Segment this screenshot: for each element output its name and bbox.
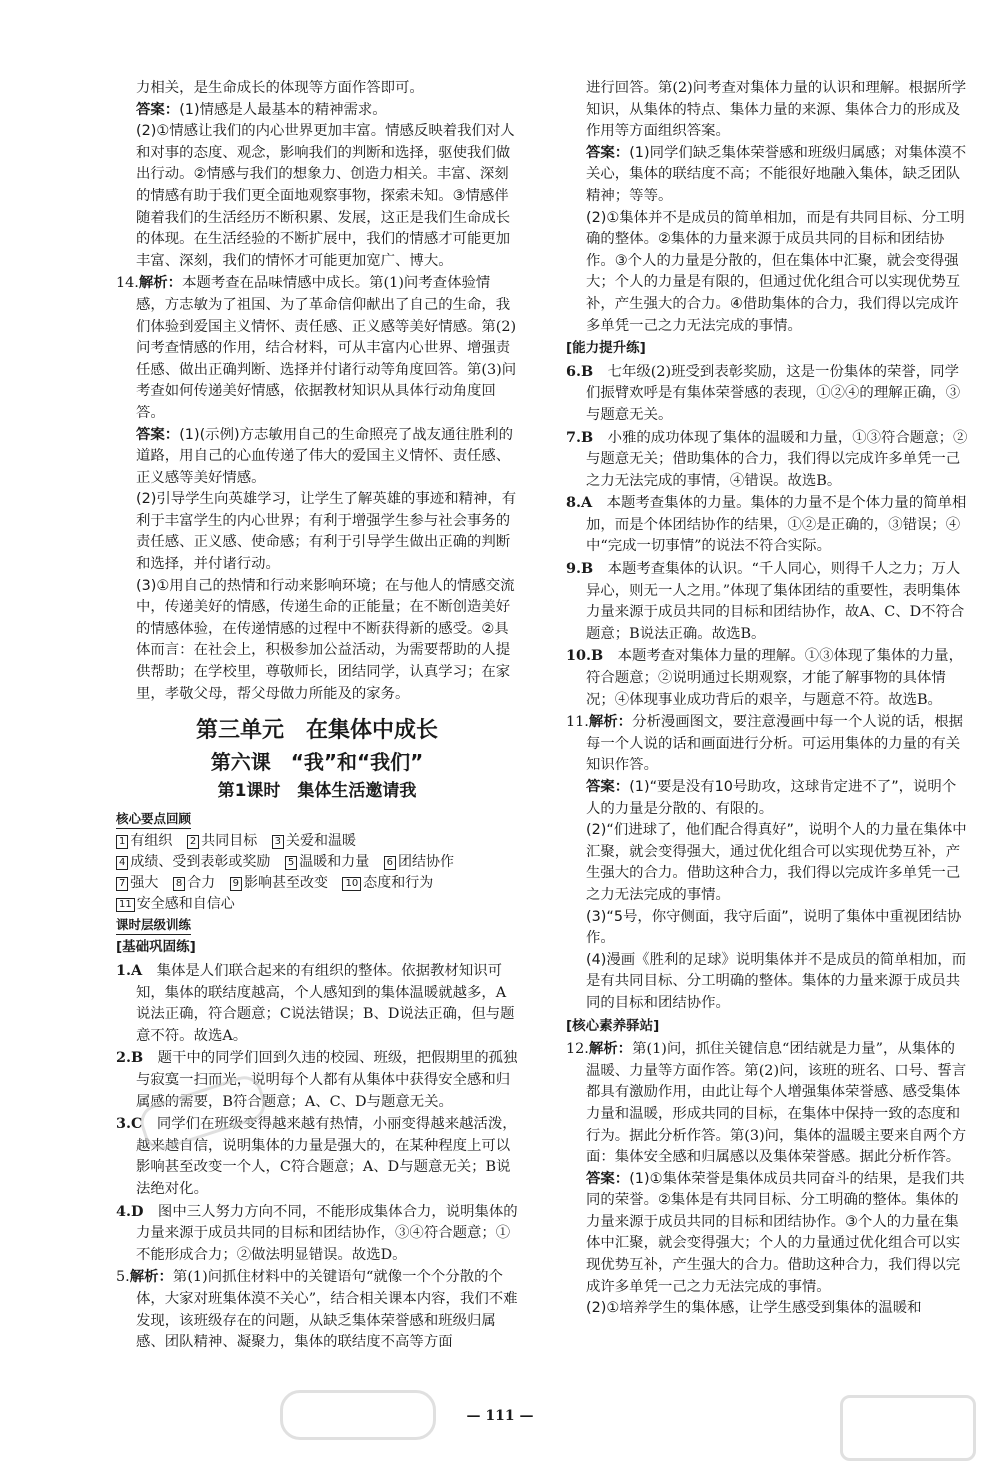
q11-answer-3: (3)“5号，你守侧面，我守后面”，说明了集体中重视团结协作。 bbox=[586, 908, 962, 947]
core-point-text: 成绩、受到表彰或奖励 bbox=[130, 853, 271, 870]
q5-answer-1: 答案：(1)同学们缺乏集体荣誉感和班级归属感；对集体漠不关心，集体的联结度不高；不能很好地融入集体，缺乏团队精神；等等。 bbox=[586, 144, 967, 204]
core-point-text: 共同目标 bbox=[201, 832, 258, 849]
core-point-item bbox=[285, 854, 369, 870]
core-point-text: 强大 bbox=[130, 874, 159, 891]
q5-explanation: 5.解析：第(1)问抓住材料中的关键语句“就像一个个分散的个体，大家对班集体漠不关心”，结合相关课本内容，我们不难发现，该班级存在的问题，从缺乏集体荣誉感和班级归属感、团队精神、凝聚力，集体的联结度不高等方面 bbox=[116, 1268, 518, 1351]
core-point-number: 10 bbox=[342, 877, 361, 891]
core-point-text: 团结协作 bbox=[398, 853, 455, 870]
unit-title: 第三单元 在集体中成长 bbox=[195, 718, 438, 744]
q14-answer-2: (2)引导学生向英雄学习，让学生了解英雄的事迹和精神，有利于丰富学生的内心世界；有利于增强学生参与社会事务的责任感、正义感、使命感；有利于引导学生做出正确的判断和选择，并付诸行动。 bbox=[136, 491, 517, 573]
core-point-text: 态度和行为 bbox=[363, 874, 434, 891]
q14-explanation: 14.解析：本题考查在品味情感中成长。第(1)问考查体验情感，方志敏为了祖国、为了革命信仰献出了自己的生命，我们体验到爱国主义情怀、责任感、正义感等美好情感。第(2)问考查情感的作用，结合材料，可从丰富内心世界、增强责任感、做出正确判断、选择并付诸行动等角度回答。第(3)问考查如何传递美好情感，依据教材知识从具体行动角度回答。 bbox=[116, 274, 517, 421]
q13-answer-2: (2)①情感让我们的内心世界更加丰富。情感反映着我们对人和对事的态度、观念，影响我们的判断和选择，驱使我们做出行动。②情感与我们的想象力、创造力相关。丰富、深刻的情感有助于我们更全面地观察事物，探索未知。③情感伴随着我们的生活经历不断积累、发展，这正是我们生命成长的体现。在生活经验的不断扩展中，我们的情感才可能更加丰富、深刻，我们的情怀才可能更加宽广、博大。 bbox=[136, 123, 515, 269]
core-point-text: 合力 bbox=[187, 874, 216, 891]
core-point-text: 有组织 bbox=[130, 832, 173, 849]
core-point-item bbox=[384, 854, 454, 870]
core-point-number: 1 bbox=[116, 835, 128, 849]
core-points-heading: 核心要点回顾 bbox=[116, 810, 191, 829]
watermark-logo-bottom bbox=[280, 1390, 436, 1440]
q2-explanation: 2.B 题干中的同学们回到久违的校园、班级，把假期里的孤独与寂寞一扫而光，说明每个人都有从集体中获得安全感和归属感的需要，B符合题意；A、C、D与题意无关。 bbox=[116, 1049, 518, 1110]
q12-answer-2: (2)①培养学生的集体感，让学生感受到集体的温暖和 bbox=[586, 1300, 922, 1317]
core-point-item bbox=[342, 875, 433, 891]
q12-explanation: 12.解析：第(1)问，抓住关键信息“团结就是力量”，从集体的温暖、力量等方面作答。第(2)问，该班的班名、口号、誓言都具有激励作用，由此让每个人增强集体荣誉感、感受集体力量和温暖，形成共同的目标，在集体中保持一致的态度和行为。据此分析作答。第(3)问，集体的温暖主要来自两个方面：集体安全感和归属感以及集体荣誉感。据此分析作答。 bbox=[566, 1040, 967, 1166]
core-point-item bbox=[116, 896, 235, 912]
core-point-number: 6 bbox=[384, 856, 396, 870]
core-point-item bbox=[116, 833, 172, 849]
q6-explanation: 6.B 七年级(2)班受到表彰奖励，这是一份集体的荣誉，同学们振臂欢呼是有集体荣誉感的表现，①②④的理解正确，③与题意无关。 bbox=[566, 362, 961, 423]
core-point-number: 2 bbox=[187, 835, 199, 849]
q9-explanation: 9.B 本题考查集体的认识。“千人同心，则得千人之力；万人异心，则无一人之用。”体现了集体团结的重要性，表明集体力量来源于成员共同的目标和团结协作，故A、C、D不符合题意；B说法正确。故选B。 bbox=[566, 560, 965, 642]
q11-answer-1: 答案：(1)“要是没有10号助攻，这球肯定进不了”，说明个人的力量是分散的、有限的。 bbox=[586, 779, 957, 817]
core-point-text: 关爱和温暖 bbox=[286, 832, 357, 849]
q5-explanation-continued: 进行回答。第(2)问考查对集体力量的认识和理解。根据所学知识，从集体的特点、集体力量的来源、集体合力的形成及作用等方面组织答案。 bbox=[586, 80, 967, 140]
lesson-title: 第六课 “我”和“我们” bbox=[210, 750, 424, 775]
core-point-item bbox=[173, 875, 215, 891]
basic-section-heading: [基础巩固练] bbox=[116, 939, 196, 956]
core-point-item bbox=[116, 854, 270, 870]
core-point-number: 9 bbox=[230, 877, 242, 891]
period-title: 第1课时 集体生活邀请我 bbox=[217, 781, 417, 802]
core-point-item bbox=[272, 833, 356, 849]
continued-explanation: 力相关，是生命成长的体现等方面作答即可。 bbox=[136, 80, 424, 96]
ability-section-heading: [能力提升练] bbox=[566, 340, 646, 357]
q4-explanation: 4.D 图中三人努力方向不同，不能形成集体合力，说明集体的力量来源于成员共同的目标和团结协作，③④符合题意；①不能形成合力；②做法明显错误。故选D。 bbox=[116, 1202, 518, 1263]
page-number: — 111 — bbox=[466, 1408, 534, 1424]
watermark-logo-corner bbox=[840, 1395, 976, 1461]
q5-answer-2: (2)①集体并不是成员的简单相加，而是有共同目标、分工明确的整体。②集体的力量来源于成员共同的目标和团结协作。③个人的力量是分散的，但在集体中汇聚，就会变得强大；个人的力量是有限的，但通过优化组合可以实现优势互补，产生强大的合力。④借助集体的合力，我们得以完成许多单凭一己之力无法完成的事情。 bbox=[586, 209, 965, 334]
q1-explanation: 1.A 集体是人们联合起来的有组织的整体。依据教材知识可知，集体的联结度越高，个人感知到的集体温暖就越多，A说法正确，符合题意；C说法错误；B、D说法正确，但与题意不符。故选A。 bbox=[116, 962, 515, 1044]
core-point-number: 5 bbox=[285, 856, 297, 870]
core-point-number: 3 bbox=[272, 835, 284, 849]
q11-answer-2: (2)“们进球了，他们配合得真好”，说明个人的力量在集体中汇聚，就会变得强大，通过优化组合可以实现优势互补，产生强大的合力。借助这种合力，我们得以完成许多单凭一己之力无法完成的事情。 bbox=[586, 822, 967, 903]
q14-answer-1: 答案：(1)(示例)方志敏用自己的生命照亮了战友通往胜利的道路，用自己的心血传递了伟大的爱国主义情怀、责任感、正义感等美好情感。 bbox=[136, 426, 514, 486]
core-point-item bbox=[230, 875, 328, 891]
core-point-text: 温暖和力量 bbox=[299, 853, 370, 870]
q11-explanation: 11.解析：分析漫画图文，要注意漫画中每一个人说的话，根据每一个人说的话和画面进行分析。可运用集体的力量的有关知识作答。 bbox=[566, 713, 964, 774]
q14-answer-3: (3)①用自己的热情和行动来影响环境；在与他人的情感交流中，传递美好的情感，传递生命的正能量；在不断创造美好的情感体验，在传递情感的过程中不断获得新的感受。②具体而言：在社会上，积极参加公益活动，为需要帮助的人提供帮助；在学校里，尊敬师长，团结同学，认真学习；在家里，孝敬父母，帮父母做力所能及的家务。 bbox=[136, 577, 515, 702]
core-point-number: 7 bbox=[116, 877, 128, 891]
core-point-text: 安全感和自信心 bbox=[136, 895, 235, 912]
core-point-item bbox=[116, 875, 158, 891]
q12-answer-1: 答案：(1)①集体荣誉是集体成员共同奋斗的结果，是我们共同的荣誉。②集体是有共同目标、分工明确的整体。集体的力量来源于成员共同的目标和团结协作。③个人的力量在集体中汇聚，就会变得强大；个人的力量通过优化组合可以实现优势互补，产生强大的合力。借助这种合力，我们得以完成许多单凭一己之力无法完成的事情。 bbox=[586, 1170, 965, 1295]
core-point-number: 11 bbox=[116, 898, 135, 912]
q3-explanation: 3.C 同学们在班级变得越来越有热情，小丽变得越来越活泼，越来越自信，说明集体的力量是强大的，在某种程度上可以影响甚至改变一个人，C符合题意；A、D与题意无关；B说法绝对化。 bbox=[116, 1115, 517, 1197]
q10-explanation: 10.B 本题考查对集体力量的理解。①③体现了集体的力量，符合题意；②说明通过长期观察，才能了解事物的具体情况；④体现事业成功背后的艰辛，与题意不符。故选B。 bbox=[566, 647, 963, 708]
tier-training-heading: 课时层级训练 bbox=[116, 916, 191, 935]
q8-explanation: 8.A 本题考查集体的力量。集体的力量不是个体力量的简单相加，而是个体团结协作的结果，①②是正确的，③错误；④中“完成一切事情”的说法不符合实际。 bbox=[566, 494, 967, 555]
core-point-item bbox=[187, 833, 257, 849]
left-column bbox=[116, 78, 518, 1354]
core-point-number: 4 bbox=[116, 856, 128, 870]
q11-answer-4: (4)漫画《胜利的足球》说明集体并不是成员的简单相加，而是有共同目标、分工明确的整体。集体的力量来源于成员共同的目标和团结协作。 bbox=[586, 951, 967, 1011]
right-column bbox=[566, 78, 968, 1320]
q7-explanation: 7.B 小雅的成功体现了集体的温暖和力量，①③符合题意；②与题意无关；借助集体的合力，我们得以完成许多单凭一己之力无法完成的事情，④错误。故选B。 bbox=[566, 428, 968, 489]
core-points-list bbox=[116, 831, 518, 915]
q13-answer-1: 答案：(1)情感是人最基本的精神需求。 bbox=[136, 101, 387, 118]
core-literacy-section-heading: [核心素养驿站] bbox=[566, 1017, 660, 1034]
core-point-number: 8 bbox=[173, 877, 185, 891]
core-point-text: 影响甚至改变 bbox=[244, 874, 329, 891]
